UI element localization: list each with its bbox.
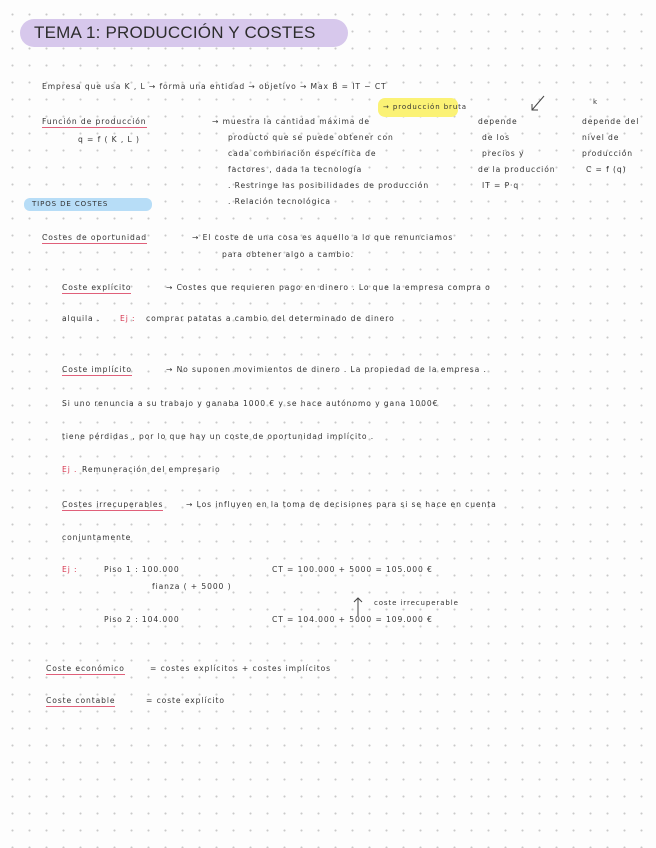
coste-contable-text: = coste explícito	[146, 696, 225, 705]
coste-depende-line: nivel de	[582, 133, 620, 142]
highlight-note: → producción bruta	[383, 103, 467, 111]
k-note: k	[593, 98, 598, 106]
fianza: fianza ( + 5000 )	[152, 582, 232, 591]
depende-line: de la producción	[478, 165, 556, 174]
depende-line: precios y	[482, 149, 525, 158]
costes-oportunidad-label: Costes de oportunidad	[42, 233, 147, 242]
coste-explicito-line: alquila .	[62, 314, 101, 323]
coste-implicito-label: Coste implícito	[62, 365, 132, 374]
coste-irrecuperable-note: coste irrecuperable	[374, 599, 459, 607]
ct-piso-2: CT = 104.000 + 5000 = 109.000 €	[272, 615, 433, 624]
coste-depende-line: C = f (q)	[586, 165, 627, 174]
page-title: TEMA 1: PRODUCCIÓN Y COSTES	[20, 19, 348, 47]
depende-line: IT = P·q	[482, 181, 520, 190]
ct-piso-1: CT = 100.000 + 5000 = 105.000 €	[272, 565, 433, 574]
coste-explicito-line: → Costes que requieren pago en dinero . Lo que la empresa compra o	[166, 283, 491, 292]
funcion-produccion-formula: q = f ( K , L )	[78, 135, 140, 144]
coste-implicito-example: Remuneración del empresario	[82, 465, 221, 474]
arrow-mark-icon	[528, 94, 548, 114]
coste-depende-line: depende del	[582, 117, 640, 126]
costes-irrecuperables-line: conjuntamente	[62, 533, 132, 542]
costes-oportunidad-line: para obtener algo a cambio.	[222, 250, 354, 259]
coste-explicito-label: Coste explícito	[62, 283, 132, 292]
funcion-desc-line: cada combinación específica de	[228, 149, 377, 158]
funcion-produccion-label: Función de producción	[42, 117, 147, 126]
coste-explicito-line: comprar patatas a cambio del determinado de dinero	[146, 314, 395, 323]
funcion-desc-line: → muestra la cantidad máxima de	[212, 117, 370, 126]
funcion-desc-line: . Restringe las posibilidades de producción	[228, 181, 430, 190]
example-label: Ej :	[120, 314, 136, 323]
empresa-line: Empresa que usa K , L → forma una entidad → objetivo → Max B = IT − CT	[42, 82, 387, 91]
coste-depende-line: producción	[582, 149, 633, 158]
costes-oportunidad-line: → El coste de una cosa es aquello a lo que renunciamos	[192, 233, 454, 242]
funcion-desc-line: producto que se puede obtener con	[228, 133, 394, 142]
coste-economico-text: = costes explícitos + costes implícitos	[150, 664, 332, 673]
funcion-desc-line: . Relación tecnológica	[228, 197, 331, 206]
coste-implicito-line: tiene pérdidas , por lo que hay un coste de oportunidad implícito .	[62, 432, 375, 441]
coste-implicito-line: Si uno renuncia a su trabajo y ganaba 1000 € y se hace autónomo y gana 1000€	[62, 399, 439, 408]
tipos-costes-heading: TIPOS DE COSTES	[32, 200, 109, 208]
coste-contable-label: Coste contable	[46, 696, 116, 705]
funcion-desc-line: factores , dada la tecnología	[228, 165, 363, 174]
coste-implicito-line: → No suponen movimientos de dinero . La propiedad de la empresa .	[166, 365, 487, 374]
depende-line: de los	[482, 133, 511, 142]
piso-2: Piso 2 : 104.000	[104, 615, 180, 624]
example-label: Ej :	[62, 565, 78, 574]
costes-irrecuperables-line: → Los influyen en la toma de decisiones para si se hace en cuenta	[186, 500, 497, 509]
example-label: Ej .	[62, 465, 78, 474]
depende-line: depende	[478, 117, 518, 126]
piso-1: Piso 1 : 100.000	[104, 565, 180, 574]
costes-irrecuperables-label: Costes irrecuperables	[62, 500, 164, 509]
coste-economico-label: Coste económico	[46, 664, 125, 673]
